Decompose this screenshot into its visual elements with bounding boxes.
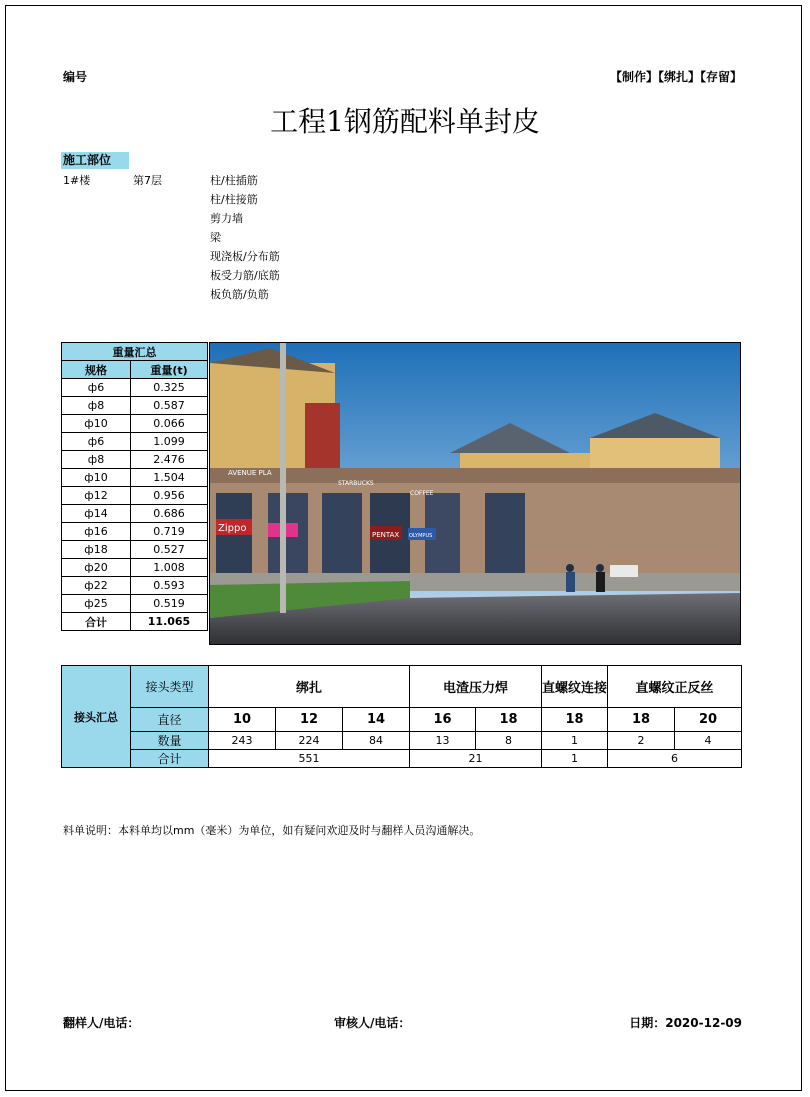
table-row: [62, 541, 208, 559]
joint-summary-title: 接头汇总: [62, 666, 131, 768]
table-row: [62, 505, 208, 523]
diameter-cell: 14: [343, 708, 410, 732]
street-scene: [210, 343, 740, 644]
joint-group-electroslag: 电渣压力焊: [410, 666, 542, 708]
weight-column-header: 重量(t): [131, 361, 208, 379]
joint-group-binding: 绑扎: [209, 666, 410, 708]
component-item: 柱/柱插筋: [210, 174, 258, 187]
table-row: [62, 397, 208, 415]
reviewer-label: 审核人/电话：: [334, 1016, 411, 1030]
joint-total-label: 合计: [131, 750, 209, 768]
joint-type-label: 接头类型: [131, 666, 209, 708]
stamp-options: 【制作】【绑扎】【存留】: [609, 70, 742, 84]
street-lamp: [280, 343, 286, 613]
note-text: 料单说明：本料单均以mm（毫米）为单位，如有疑问欢迎及时与翻样人员沟通解决。: [63, 824, 481, 837]
count-cell: 84: [343, 732, 410, 750]
weight-summary-title: 重量汇总: [62, 343, 208, 361]
table-row: [62, 379, 208, 397]
component-item: 板受力筋/底筋: [210, 269, 280, 282]
spec-cell: ф12: [62, 487, 131, 505]
diameter-cell: 12: [276, 708, 343, 732]
total-cell: 551: [209, 750, 410, 768]
spec-column-header: 规格: [62, 361, 131, 379]
pentax-sign: PENTAX: [372, 531, 400, 539]
total-cell: 21: [410, 750, 542, 768]
table-row: [62, 559, 208, 577]
weight-total-value: 11.065: [131, 613, 208, 631]
component-item: 梁: [210, 231, 221, 244]
floor-name: 第7层: [133, 174, 162, 187]
table-row: [62, 451, 208, 469]
pedestrian: [566, 564, 574, 572]
weight-cell: 2.476: [131, 451, 208, 469]
building-name: 1#楼: [63, 174, 91, 187]
weight-cell: 1.099: [131, 433, 208, 451]
olympus-sign: OLYMPUS: [409, 533, 433, 539]
spec-cell: ф14: [62, 505, 131, 523]
table-row: [62, 469, 208, 487]
weight-cell: 0.587: [131, 397, 208, 415]
pedestrian: [596, 572, 605, 592]
component-item: 现浇板/分布筋: [210, 250, 280, 263]
spec-cell: ф6: [62, 379, 131, 397]
weight-cell: 0.325: [131, 379, 208, 397]
weight-cell: 0.719: [131, 523, 208, 541]
weight-total-label: 合计: [62, 613, 131, 631]
diameter-cell: 18: [476, 708, 542, 732]
total-cell: 1: [542, 750, 608, 768]
pedestrian: [566, 572, 575, 592]
component-item: 板负筋/负筋: [210, 288, 269, 301]
spec-cell: ф6: [62, 433, 131, 451]
spec-cell: ф18: [62, 541, 131, 559]
weight-cell: 0.956: [131, 487, 208, 505]
construction-section-label: 施工部位: [61, 152, 129, 169]
red-facade: [305, 403, 340, 473]
joint-summary-table: [61, 665, 742, 768]
count-label: 数量: [131, 732, 209, 750]
component-item: 柱/柱接筋: [210, 193, 258, 206]
shop-window: [485, 493, 525, 573]
table-row: [62, 595, 208, 613]
table-row: [62, 415, 208, 433]
weight-cell: 1.008: [131, 559, 208, 577]
count-cell: 2: [608, 732, 675, 750]
joint-group-thread: 直螺纹连接: [542, 666, 608, 708]
weight-cell: 0.686: [131, 505, 208, 523]
total-cell: 6: [608, 750, 742, 768]
count-cell: 8: [476, 732, 542, 750]
building-rendering-image: [209, 342, 741, 645]
weight-cell: 0.527: [131, 541, 208, 559]
count-cell: 13: [410, 732, 476, 750]
spec-cell: ф8: [62, 451, 131, 469]
spec-cell: ф25: [62, 595, 131, 613]
diameter-cell: 16: [410, 708, 476, 732]
table-row: [62, 577, 208, 595]
starbucks-sign: STARBUCKS: [338, 480, 374, 487]
zippo-sign: Zippo: [218, 523, 247, 534]
diameter-cell: 20: [675, 708, 742, 732]
spec-cell: ф22: [62, 577, 131, 595]
table-row: [62, 523, 208, 541]
coffee-sign: COFFEE: [410, 490, 434, 497]
weight-cell: 0.593: [131, 577, 208, 595]
spec-cell: ф20: [62, 559, 131, 577]
count-cell: 243: [209, 732, 276, 750]
weight-summary-table: [61, 342, 208, 631]
weight-cell: 1.504: [131, 469, 208, 487]
spec-cell: ф10: [62, 415, 131, 433]
diameter-cell: 18: [608, 708, 675, 732]
component-item: 剪力墙: [210, 212, 243, 225]
count-cell: 4: [675, 732, 742, 750]
diameter-cell: 18: [542, 708, 608, 732]
page-title: 工程1钢筋配料单封皮: [270, 105, 540, 138]
spec-cell: ф10: [62, 469, 131, 487]
component-list: [210, 171, 280, 304]
spec-cell: ф16: [62, 523, 131, 541]
count-cell: 224: [276, 732, 343, 750]
avenue-sign: AVENUE PLA: [228, 469, 272, 477]
diameter-label: 直径: [131, 708, 209, 732]
date-label: 日期：2020-12-09: [629, 1016, 742, 1030]
table-row: [62, 433, 208, 451]
shop-window: [322, 493, 362, 573]
weight-cell: 0.066: [131, 415, 208, 433]
pedestrian: [596, 564, 604, 572]
weight-cell: 0.519: [131, 595, 208, 613]
drafter-label: 翻样人/电话：: [63, 1016, 140, 1030]
table-row: [62, 487, 208, 505]
serial-number-label: 编号: [63, 70, 88, 84]
spec-cell: ф8: [62, 397, 131, 415]
car: [610, 565, 638, 577]
count-cell: 1: [542, 732, 608, 750]
joint-group-reverse-thread: 直螺纹正反丝: [608, 666, 742, 708]
diameter-cell: 10: [209, 708, 276, 732]
